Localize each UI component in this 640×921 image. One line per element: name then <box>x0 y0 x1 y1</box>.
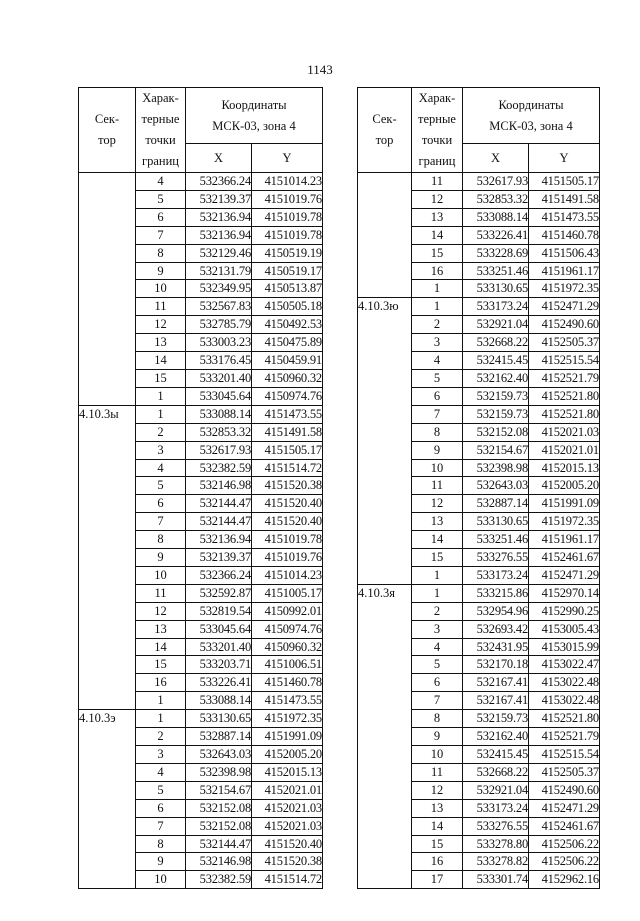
x-coordinate-cell: 533176.45 <box>186 352 252 370</box>
x-coordinate-cell: 532146.98 <box>186 853 252 871</box>
point-number-cell: 2 <box>412 316 463 334</box>
y-coordinate-cell: 4152461.67 <box>529 817 600 835</box>
x-coordinate-cell: 532366.24 <box>186 566 252 584</box>
x-coordinate-cell: 533201.40 <box>186 369 252 387</box>
point-number-cell: 1 <box>136 710 186 728</box>
point-number-cell: 10 <box>136 280 186 298</box>
point-number-cell: 13 <box>412 513 463 531</box>
point-number-cell: 1 <box>412 280 463 298</box>
y-coordinate-cell: 4151520.38 <box>252 853 323 871</box>
y-coordinate-cell: 4151005.17 <box>252 584 323 602</box>
x-coordinate-cell: 532643.03 <box>186 746 252 764</box>
y-coordinate-cell: 4152490.60 <box>529 781 600 799</box>
x-coordinate-cell: 533088.14 <box>463 208 529 226</box>
point-number-cell: 15 <box>412 244 463 262</box>
x-coordinate-cell: 532154.67 <box>186 781 252 799</box>
table-row <box>358 298 600 316</box>
sector-cell <box>358 173 412 298</box>
x-coordinate-cell: 532617.93 <box>186 441 252 459</box>
x-coordinate-cell: 533215.86 <box>463 584 529 602</box>
y-coordinate-cell: 4150475.89 <box>252 334 323 352</box>
y-coordinate-cell: 4152005.20 <box>252 746 323 764</box>
x-coordinate-cell: 533088.14 <box>186 405 252 423</box>
y-coordinate-cell: 4152521.79 <box>529 369 600 387</box>
point-number-cell: 9 <box>412 728 463 746</box>
y-coordinate-cell: 4150519.17 <box>252 262 323 280</box>
x-coordinate-cell: 532693.42 <box>463 620 529 638</box>
point-number-cell: 3 <box>412 620 463 638</box>
y-coordinate-cell: 4152970.14 <box>529 584 600 602</box>
x-coordinate-cell: 533251.46 <box>463 531 529 549</box>
x-coordinate-cell: 532954.96 <box>463 602 529 620</box>
y-coordinate-cell: 4152505.37 <box>529 763 600 781</box>
y-coordinate-cell: 4151019.78 <box>252 226 323 244</box>
x-coordinate-cell: 532144.47 <box>186 835 252 853</box>
point-number-cell: 4 <box>412 638 463 656</box>
point-number-cell: 2 <box>136 423 186 441</box>
y-coordinate-cell: 4153015.99 <box>529 638 600 656</box>
point-number-cell: 2 <box>412 602 463 620</box>
x-coordinate-cell: 532668.22 <box>463 763 529 781</box>
x-coordinate-cell: 532152.08 <box>463 423 529 441</box>
point-number-cell: 12 <box>136 316 186 334</box>
x-coordinate-cell: 533003.23 <box>186 334 252 352</box>
page-number: 1143 <box>307 62 333 77</box>
point-number-cell: 6 <box>412 387 463 405</box>
x-coordinate-cell: 533203.71 <box>186 656 252 674</box>
y-coordinate-cell: 4152471.29 <box>529 799 600 817</box>
y-header: Y <box>252 144 323 173</box>
y-coordinate-cell: 4150513.87 <box>252 280 323 298</box>
y-coordinate-cell: 4151006.51 <box>252 656 323 674</box>
point-number-cell: 16 <box>412 853 463 871</box>
y-coordinate-cell: 4151019.76 <box>252 190 323 208</box>
y-coordinate-cell: 4151520.40 <box>252 513 323 531</box>
coordinates-table-right <box>357 87 600 889</box>
point-number-cell: 8 <box>136 244 186 262</box>
point-number-cell: 3 <box>412 334 463 352</box>
y-coordinate-cell: 4150992.01 <box>252 602 323 620</box>
y-coordinate-cell: 4151019.78 <box>252 531 323 549</box>
x-coordinate-cell: 532144.47 <box>186 513 252 531</box>
y-coordinate-cell: 4152515.54 <box>529 352 600 370</box>
point-number-cell: 15 <box>412 549 463 567</box>
point-number-cell: 9 <box>412 441 463 459</box>
x-coordinate-cell: 532162.40 <box>463 728 529 746</box>
y-coordinate-cell: 4152505.37 <box>529 334 600 352</box>
point-number-cell: 17 <box>412 871 463 889</box>
sector-cell: 4.10.3ы <box>79 405 136 709</box>
y-coordinate-cell: 4152521.80 <box>529 405 600 423</box>
x-coordinate-cell: 532159.73 <box>463 405 529 423</box>
x-coordinate-cell: 532167.41 <box>463 674 529 692</box>
point-number-cell: 6 <box>136 799 186 817</box>
y-coordinate-cell: 4150505.18 <box>252 298 323 316</box>
y-coordinate-cell: 4151972.35 <box>529 280 600 298</box>
point-number-cell: 10 <box>412 746 463 764</box>
x-coordinate-cell: 532567.83 <box>186 298 252 316</box>
table-row <box>358 584 600 602</box>
y-coordinate-cell: 4150974.76 <box>252 620 323 638</box>
point-number-cell: 9 <box>136 853 186 871</box>
y-coordinate-cell: 4152506.22 <box>529 853 600 871</box>
point-number-cell: 13 <box>136 620 186 638</box>
y-coordinate-cell: 4151505.17 <box>529 173 600 191</box>
x-coordinate-cell: 532366.24 <box>186 173 252 191</box>
point-number-cell: 1 <box>412 566 463 584</box>
point-number-cell: 11 <box>136 584 186 602</box>
point-number-cell: 9 <box>136 549 186 567</box>
x-coordinate-cell: 532921.04 <box>463 781 529 799</box>
x-coordinate-cell: 532431.95 <box>463 638 529 656</box>
y-coordinate-cell: 4150974.76 <box>252 387 323 405</box>
x-coordinate-cell: 533278.82 <box>463 853 529 871</box>
x-coordinate-cell: 533278.80 <box>463 835 529 853</box>
x-coordinate-cell: 533228.69 <box>463 244 529 262</box>
x-coordinate-cell: 532154.67 <box>463 441 529 459</box>
x-coordinate-cell: 532131.79 <box>186 262 252 280</box>
point-number-cell: 10 <box>136 871 186 889</box>
x-coordinate-cell: 533045.64 <box>186 620 252 638</box>
x-coordinate-cell: 532382.59 <box>186 459 252 477</box>
points-header: Харак- терные точки границ <box>136 88 186 173</box>
x-coordinate-cell: 532668.22 <box>463 334 529 352</box>
x-coordinate-cell: 533301.74 <box>463 871 529 889</box>
point-number-cell: 7 <box>412 405 463 423</box>
sector-cell <box>79 173 136 406</box>
point-number-cell: 5 <box>136 477 186 495</box>
x-coordinate-cell: 532921.04 <box>463 316 529 334</box>
y-coordinate-cell: 4152021.03 <box>252 799 323 817</box>
x-coordinate-cell: 532152.08 <box>186 799 252 817</box>
point-number-cell: 8 <box>412 710 463 728</box>
x-coordinate-cell: 532785.79 <box>186 316 252 334</box>
y-coordinate-cell: 4151505.17 <box>252 441 323 459</box>
y-coordinate-cell: 4151961.17 <box>529 531 600 549</box>
y-coordinate-cell: 4150459.91 <box>252 352 323 370</box>
point-number-cell: 1 <box>412 298 463 316</box>
point-number-cell: 5 <box>136 781 186 799</box>
y-coordinate-cell: 4150492.53 <box>252 316 323 334</box>
point-number-cell: 9 <box>136 262 186 280</box>
y-coordinate-cell: 4152015.13 <box>529 459 600 477</box>
point-number-cell: 1 <box>136 692 186 710</box>
point-number-cell: 1 <box>136 405 186 423</box>
x-header: X <box>186 144 252 173</box>
y-coordinate-cell: 4151520.40 <box>252 835 323 853</box>
point-number-cell: 5 <box>136 190 186 208</box>
y-coordinate-cell: 4151520.40 <box>252 495 323 513</box>
point-number-cell: 13 <box>136 334 186 352</box>
sector-cell: 4.10.3э <box>79 710 136 889</box>
y-coordinate-cell: 4151473.55 <box>529 208 600 226</box>
y-coordinate-cell: 4153022.47 <box>529 656 600 674</box>
point-number-cell: 6 <box>136 495 186 513</box>
point-number-cell: 6 <box>412 674 463 692</box>
point-number-cell: 15 <box>412 835 463 853</box>
point-number-cell: 7 <box>136 513 186 531</box>
point-number-cell: 3 <box>136 746 186 764</box>
y-coordinate-cell: 4151991.09 <box>252 728 323 746</box>
point-number-cell: 12 <box>136 602 186 620</box>
point-number-cell: 8 <box>412 423 463 441</box>
point-number-cell: 14 <box>412 226 463 244</box>
y-coordinate-cell: 4151019.78 <box>252 208 323 226</box>
x-coordinate-cell: 533201.40 <box>186 638 252 656</box>
x-coordinate-cell: 532853.32 <box>186 423 252 441</box>
point-number-cell: 8 <box>136 531 186 549</box>
point-number-cell: 11 <box>412 763 463 781</box>
x-coordinate-cell: 533226.41 <box>186 674 252 692</box>
y-coordinate-cell: 4152521.79 <box>529 728 600 746</box>
point-number-cell: 14 <box>412 531 463 549</box>
x-coordinate-cell: 533276.55 <box>463 549 529 567</box>
y-coordinate-cell: 4151514.72 <box>252 459 323 477</box>
y-coordinate-cell: 4150519.19 <box>252 244 323 262</box>
point-number-cell: 4 <box>412 352 463 370</box>
y-coordinate-cell: 4152521.80 <box>529 387 600 405</box>
x-coordinate-cell: 532887.14 <box>463 495 529 513</box>
x-coordinate-cell: 532167.41 <box>463 692 529 710</box>
point-number-cell: 5 <box>412 369 463 387</box>
point-number-cell: 10 <box>136 566 186 584</box>
x-coordinate-cell: 532139.37 <box>186 190 252 208</box>
y-coordinate-cell: 4152990.25 <box>529 602 600 620</box>
x-coordinate-cell: 532136.94 <box>186 531 252 549</box>
point-number-cell: 5 <box>412 656 463 674</box>
y-coordinate-cell: 4151014.23 <box>252 173 323 191</box>
y-coordinate-cell: 4151972.35 <box>252 710 323 728</box>
point-number-cell: 13 <box>412 208 463 226</box>
x-coordinate-cell: 532415.45 <box>463 746 529 764</box>
y-coordinate-cell: 4153005.43 <box>529 620 600 638</box>
point-number-cell: 15 <box>136 656 186 674</box>
x-coordinate-cell: 533088.14 <box>186 692 252 710</box>
x-coordinate-cell: 532398.98 <box>186 763 252 781</box>
point-number-cell: 12 <box>412 495 463 513</box>
sector-header: Сек- тор <box>358 88 412 173</box>
x-coordinate-cell: 532144.47 <box>186 495 252 513</box>
x-coordinate-cell: 532170.18 <box>463 656 529 674</box>
x-coordinate-cell: 533130.65 <box>463 280 529 298</box>
y-coordinate-cell: 4152021.01 <box>529 441 600 459</box>
x-coordinate-cell: 533173.24 <box>463 799 529 817</box>
point-number-cell: 1 <box>412 584 463 602</box>
x-coordinate-cell: 532139.37 <box>186 549 252 567</box>
x-coordinate-cell: 532592.87 <box>186 584 252 602</box>
point-number-cell: 1 <box>136 387 186 405</box>
y-coordinate-cell: 4150960.32 <box>252 369 323 387</box>
y-coordinate-cell: 4152461.67 <box>529 549 600 567</box>
x-coordinate-cell: 533045.64 <box>186 387 252 405</box>
point-number-cell: 16 <box>412 262 463 280</box>
point-number-cell: 16 <box>136 674 186 692</box>
point-number-cell: 15 <box>136 369 186 387</box>
x-coordinate-cell: 532349.95 <box>186 280 252 298</box>
x-coordinate-cell: 532159.73 <box>463 387 529 405</box>
x-coordinate-cell: 532159.73 <box>463 710 529 728</box>
x-coordinate-cell: 532398.98 <box>463 459 529 477</box>
y-coordinate-cell: 4152471.29 <box>529 298 600 316</box>
point-number-cell: 4 <box>136 459 186 477</box>
x-coordinate-cell: 533130.65 <box>186 710 252 728</box>
point-number-cell: 3 <box>136 441 186 459</box>
point-number-cell: 11 <box>136 298 186 316</box>
y-coordinate-cell: 4151014.23 <box>252 566 323 584</box>
y-coordinate-cell: 4151972.35 <box>529 513 600 531</box>
coordinates-table-left <box>78 87 323 889</box>
point-number-cell: 13 <box>412 799 463 817</box>
table-row <box>79 173 323 191</box>
x-coordinate-cell: 532887.14 <box>186 728 252 746</box>
y-coordinate-cell: 4152962.16 <box>529 871 600 889</box>
points-header: Харак- терные точки границ <box>412 88 463 173</box>
left-table-body <box>79 173 323 889</box>
y-coordinate-cell: 4152021.01 <box>252 781 323 799</box>
x-coordinate-cell: 533251.46 <box>463 262 529 280</box>
y-coordinate-cell: 4151019.76 <box>252 549 323 567</box>
y-coordinate-cell: 4151514.72 <box>252 871 323 889</box>
point-number-cell: 14 <box>412 817 463 835</box>
x-coordinate-cell: 532382.59 <box>186 871 252 889</box>
x-coordinate-cell: 532129.46 <box>186 244 252 262</box>
y-coordinate-cell: 4152490.60 <box>529 316 600 334</box>
y-coordinate-cell: 4151991.09 <box>529 495 600 513</box>
y-coordinate-cell: 4151460.78 <box>252 674 323 692</box>
y-coordinate-cell: 4152515.54 <box>529 746 600 764</box>
point-number-cell: 12 <box>412 190 463 208</box>
point-number-cell: 14 <box>136 352 186 370</box>
x-coordinate-cell: 532136.94 <box>186 226 252 244</box>
x-coordinate-cell: 532415.45 <box>463 352 529 370</box>
y-coordinate-cell: 4152015.13 <box>252 763 323 781</box>
x-coordinate-cell: 532819.54 <box>186 602 252 620</box>
point-number-cell: 4 <box>136 173 186 191</box>
point-number-cell: 10 <box>412 459 463 477</box>
x-coordinate-cell: 532152.08 <box>186 817 252 835</box>
y-coordinate-cell: 4152471.29 <box>529 566 600 584</box>
y-coordinate-cell: 4152021.03 <box>252 817 323 835</box>
y-coordinate-cell: 4151520.38 <box>252 477 323 495</box>
point-number-cell: 11 <box>412 173 463 191</box>
x-coordinate-cell: 533276.55 <box>463 817 529 835</box>
x-coordinate-cell: 532162.40 <box>463 369 529 387</box>
y-coordinate-cell: 4151460.78 <box>529 226 600 244</box>
x-coordinate-cell: 532853.32 <box>463 190 529 208</box>
y-coordinate-cell: 4151491.58 <box>529 190 600 208</box>
x-coordinate-cell: 533130.65 <box>463 513 529 531</box>
x-coordinate-cell: 533173.24 <box>463 566 529 584</box>
point-number-cell: 6 <box>136 208 186 226</box>
y-coordinate-cell: 4152506.22 <box>529 835 600 853</box>
y-coordinate-cell: 4151473.55 <box>252 692 323 710</box>
y-coordinate-cell: 4153022.48 <box>529 692 600 710</box>
point-number-cell: 7 <box>412 692 463 710</box>
y-coordinate-cell: 4152521.80 <box>529 710 600 728</box>
point-number-cell: 4 <box>136 763 186 781</box>
x-coordinate-cell: 532146.98 <box>186 477 252 495</box>
point-number-cell: 7 <box>136 226 186 244</box>
point-number-cell: 7 <box>136 817 186 835</box>
y-coordinate-cell: 4152021.03 <box>529 423 600 441</box>
coords-title-header: Координаты МСК-03, зона 4 <box>463 88 600 144</box>
table-row <box>358 173 600 191</box>
y-coordinate-cell: 4151961.17 <box>529 262 600 280</box>
point-number-cell: 2 <box>136 728 186 746</box>
y-coordinate-cell: 4152005.20 <box>529 477 600 495</box>
y-coordinate-cell: 4151473.55 <box>252 405 323 423</box>
x-coordinate-cell: 533226.41 <box>463 226 529 244</box>
right-table-body <box>358 173 600 889</box>
x-coordinate-cell: 532643.03 <box>463 477 529 495</box>
x-header: X <box>463 144 529 173</box>
sector-header: Сек- тор <box>79 88 136 173</box>
y-coordinate-cell: 4153022.48 <box>529 674 600 692</box>
y-coordinate-cell: 4150960.32 <box>252 638 323 656</box>
sector-cell: 4.10.3я <box>358 584 412 888</box>
y-header: Y <box>529 144 600 173</box>
coords-title-header: Координаты МСК-03, зона 4 <box>186 88 323 144</box>
point-number-cell: 11 <box>412 477 463 495</box>
sector-cell: 4.10.3ю <box>358 298 412 585</box>
point-number-cell: 8 <box>136 835 186 853</box>
x-coordinate-cell: 533173.24 <box>463 298 529 316</box>
y-coordinate-cell: 4151506.43 <box>529 244 600 262</box>
x-coordinate-cell: 532617.93 <box>463 173 529 191</box>
point-number-cell: 12 <box>412 781 463 799</box>
y-coordinate-cell: 4151491.58 <box>252 423 323 441</box>
x-coordinate-cell: 532136.94 <box>186 208 252 226</box>
table-row <box>79 710 323 728</box>
point-number-cell: 14 <box>136 638 186 656</box>
table-row <box>79 405 323 423</box>
